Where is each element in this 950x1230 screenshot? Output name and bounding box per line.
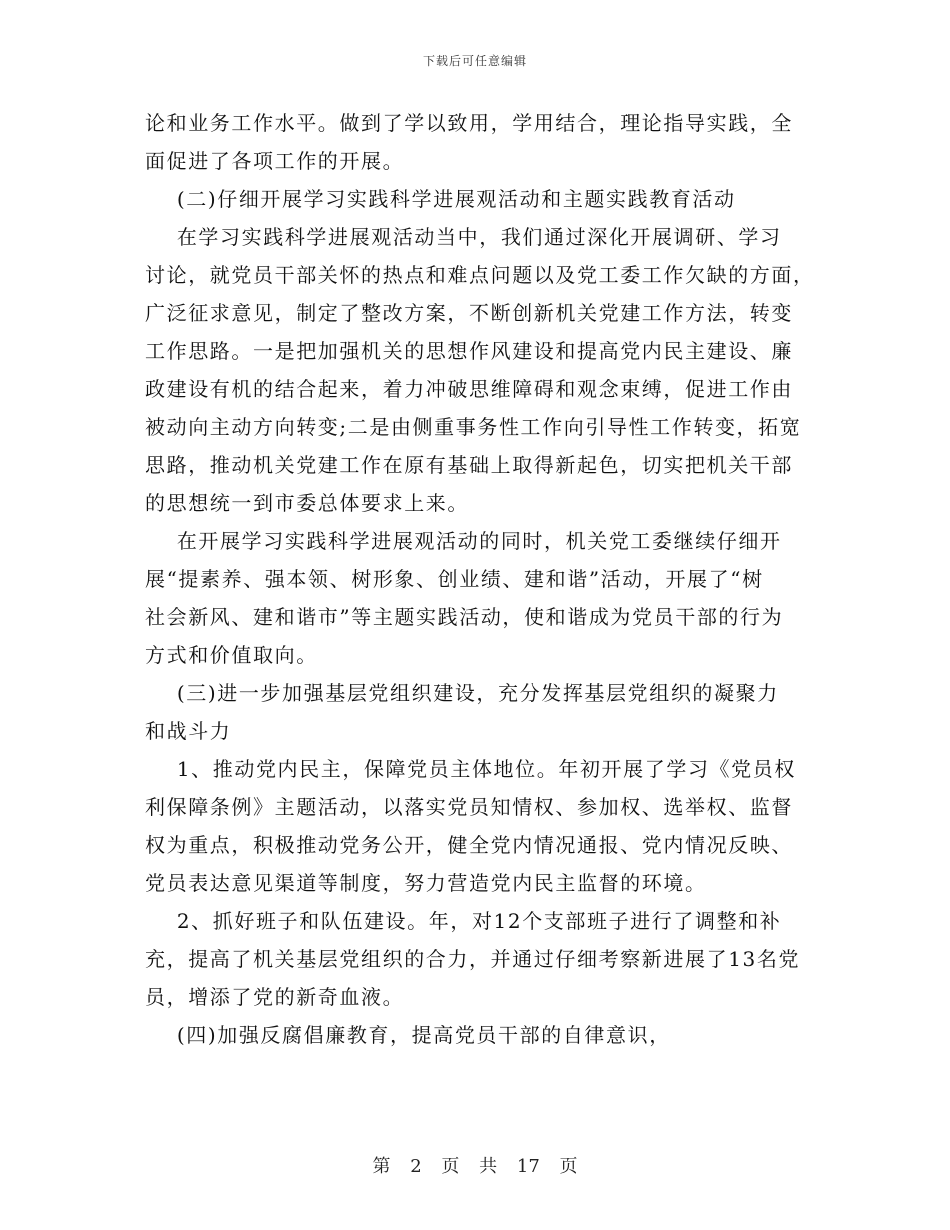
footer-current-page: 2 bbox=[410, 1156, 422, 1177]
text-line: 员，增添了党的新奇血液。 bbox=[145, 985, 405, 1009]
text-line: 2、抓好班子和队伍建设。年，对12个支部班子进行了调整和补 bbox=[145, 909, 782, 933]
section-heading-4: (四)加强反腐倡廉教育，提高党员干部的自律意识， bbox=[145, 1023, 671, 1047]
footer-label-page: 第 bbox=[372, 1156, 391, 1177]
text-line: 利保障条例》主题活动，以落实党员知情权、参加权、选举权、监督 bbox=[145, 795, 793, 819]
text-line: 在学习实践科学进展观活动当中，我们通过深化开展调研、学习 bbox=[145, 225, 782, 249]
page-number-footer bbox=[0, 1152, 950, 1178]
text-line: 和战斗力 bbox=[145, 719, 232, 743]
text-line: 被动向主动方向转变;二是由侧重事务性工作向引导性工作转变，拓宽 bbox=[145, 415, 802, 439]
text-line: 的思想统一到市委总体要求上来。 bbox=[145, 491, 469, 515]
text-line: 论和业务工作水平。做到了学以致用，学用结合，理论指导实践，全 bbox=[145, 111, 793, 135]
text-line: 面促进了各项工作的开展。 bbox=[145, 149, 405, 173]
text-line: 展“提素养、强本领、树形象、创业绩、建和谐”活动，开展了“树 bbox=[145, 567, 764, 591]
text-line: 权为重点，积极推动党务公开，健全党内情况通报、党内情况反映、 bbox=[145, 833, 793, 857]
footer-total-pages: 17 bbox=[516, 1156, 540, 1177]
text-line: 党员表达意见渠道等制度，努力营造党内民主监督的环境。 bbox=[145, 871, 707, 895]
footer-label-unit: 页 bbox=[441, 1156, 460, 1177]
text-line: 社会新风、建和谐市”等主题实践活动，使和谐成为党员干部的行为 bbox=[145, 605, 784, 629]
footer-label-total: 共 bbox=[479, 1156, 498, 1177]
footer-label-unit-2: 页 bbox=[559, 1156, 578, 1177]
text-line: 在开展学习实践科学进展观活动的同时，机关党工委继续仔细开 bbox=[145, 529, 782, 553]
text-line: 方式和价值取向。 bbox=[145, 643, 318, 667]
text-line: 充，提高了机关基层党组织的合力，并通过仔细考察新进展了13名党 bbox=[145, 947, 801, 971]
text-line: 1、推动党内民主，保障党员主体地位。年初开展了学习《党员权 bbox=[145, 757, 796, 781]
section-heading-2: (二)仔细开展学习实践科学进展观活动和主题实践教育活动 bbox=[145, 187, 736, 211]
text-line: 工作思路。一是把加强机关的思想作风建设和提高党内民主建设、廉 bbox=[145, 339, 793, 363]
text-line: 思路，推动机关党建工作在原有基础上取得新起色，切实把机关干部 bbox=[145, 453, 793, 477]
document-body bbox=[145, 104, 815, 1054]
text-line: 广泛征求意见，制定了整改方案，不断创新机关党建工作方法，转变 bbox=[145, 301, 793, 325]
page-header-note: 下载后可任意编辑 bbox=[422, 54, 527, 68]
section-heading-3: (三)进一步加强基层党组织建设，充分发挥基层党组织的凝聚力 bbox=[145, 681, 779, 705]
text-line: 讨论，就党员干部关怀的热点和难点问题以及党工委工作欠缺的方面， bbox=[145, 263, 815, 287]
text-line: 政建设有机的结合起来，着力冲破思维障碍和观念束缚，促进工作由 bbox=[145, 377, 793, 401]
